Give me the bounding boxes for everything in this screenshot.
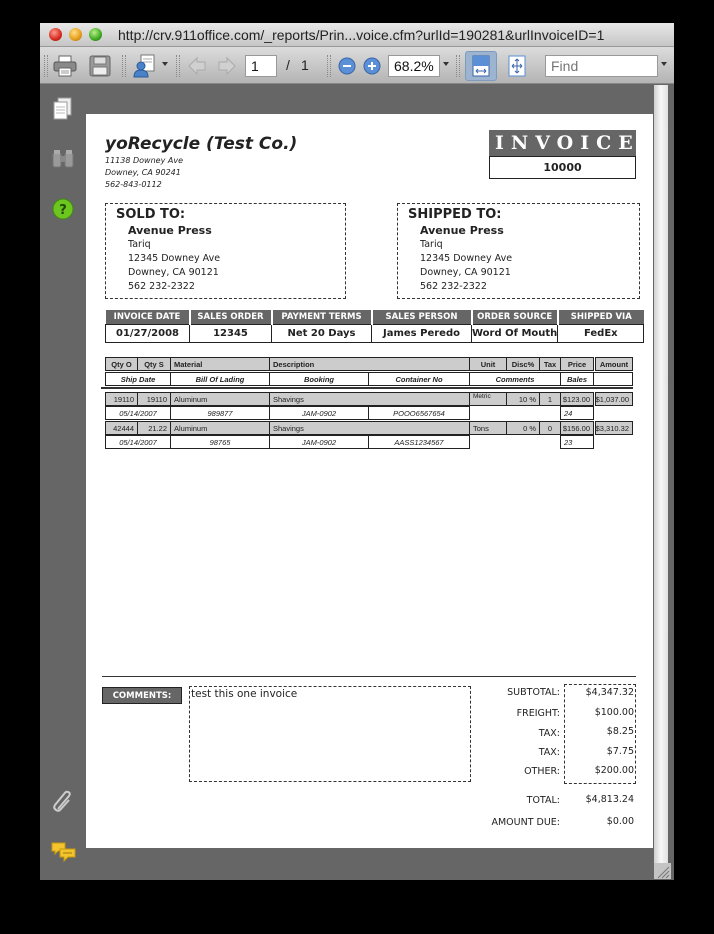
zoom-window-button[interactable] <box>89 28 102 41</box>
item-booking: JAM-0902 <box>269 406 369 420</box>
freight-value: $100.00 <box>594 707 634 718</box>
col-header-disc: Disc% <box>506 357 540 371</box>
fit-page-icon <box>508 55 526 77</box>
info-header: INVOICE DATE <box>106 310 190 324</box>
freight-label: FREIGHT: <box>516 708 560 719</box>
col-header-description: Description <box>269 357 470 371</box>
info-header: ORDER SOURCE <box>472 310 558 324</box>
info-header: SHIPPED VIA <box>558 310 644 324</box>
total-value: $4,813.24 <box>585 794 634 805</box>
line-item-detail-row <box>105 435 635 449</box>
arrow-left-icon <box>187 56 207 76</box>
item-tax: 0 <box>539 421 561 435</box>
item-comments <box>469 406 561 420</box>
item-amount: $1,037.00 <box>595 392 633 406</box>
col-header-booking: Booking <box>269 372 369 386</box>
item-description: Shavings <box>269 392 470 406</box>
page-separator: / <box>286 57 290 73</box>
invoice-title: INVOICE <box>489 130 636 156</box>
zoom-in-icon <box>363 57 381 75</box>
item-booking: JAM-0902 <box>269 435 369 449</box>
find-input[interactable] <box>545 55 658 77</box>
info-header: SALES ORDER <box>190 310 272 324</box>
info-header: SALES PERSON <box>372 310 472 324</box>
footer-divider <box>102 676 636 677</box>
item-price: $156.00 <box>560 421 594 435</box>
binoculars-icon[interactable] <box>51 147 75 171</box>
payment-terms: Net 20 Days <box>272 324 372 342</box>
col-header-amount: Amount <box>595 357 633 371</box>
other-label: OTHER: <box>524 766 560 777</box>
item-ship-date: 05/14/2007 <box>105 435 171 449</box>
col-header-qty-s: Qty S <box>137 357 171 371</box>
zoom-level-input[interactable] <box>388 55 440 77</box>
col-header-tax: Tax <box>539 357 561 371</box>
window-resize-handle[interactable] <box>654 863 671 879</box>
col-header-price: Price <box>560 357 594 371</box>
company-phone: 562-843-0112 <box>105 180 162 189</box>
toolbar-separator <box>456 55 460 77</box>
invoice-date: 01/27/2008 <box>106 324 190 342</box>
col-header-empty <box>593 372 633 386</box>
help-icon[interactable] <box>51 197 75 221</box>
tax2-label: TAX: <box>538 747 560 758</box>
item-material: Aluminum <box>170 421 270 435</box>
company-name: yoRecycle (Test Co.) <box>105 134 298 154</box>
tax1-value: $8.25 <box>606 726 634 737</box>
item-bales: 23 <box>560 435 594 449</box>
comments-label: COMMENTS: <box>102 687 182 704</box>
tax2-value: $7.75 <box>606 746 634 757</box>
item-qty-s: 19110 <box>137 392 171 406</box>
fit-width-icon <box>472 55 490 77</box>
item-description: Shavings <box>269 421 470 435</box>
amount-due-label: AMOUNT DUE: <box>491 817 560 828</box>
item-disc: 0 % <box>506 421 540 435</box>
col-header-comments: Comments <box>469 372 561 386</box>
sold-to-name: Avenue Press <box>128 224 212 237</box>
col-header-bales: Bales <box>560 372 594 386</box>
item-disc: 10 % <box>506 392 540 406</box>
toolbar-separator <box>122 55 126 77</box>
find-dropdown-caret[interactable] <box>661 62 667 66</box>
zoom-in-button[interactable] <box>359 53 385 79</box>
previous-page-button[interactable] <box>184 53 210 79</box>
header-separator <box>101 387 633 389</box>
company-address-line1: 11138 Downey Ave <box>105 156 183 165</box>
sold-to-heading: SOLD TO: <box>116 207 186 222</box>
pdf-sidebar <box>40 85 86 880</box>
item-qty-o: 42444 <box>105 421 138 435</box>
invoice-info-table <box>105 310 644 343</box>
shipped-via: FedEx <box>558 324 644 342</box>
shipped-to-name: Avenue Press <box>420 224 504 237</box>
invoice-number: 10000 <box>489 156 636 179</box>
save-disk-icon <box>89 55 111 77</box>
item-container-no: POOO6567654 <box>368 406 470 420</box>
item-amount: $3,310.32 <box>595 421 633 435</box>
item-bill-of-lading: 989877 <box>170 406 270 420</box>
col-header-ship-date: Ship Date <box>105 372 171 386</box>
fit-width-button[interactable] <box>465 51 497 81</box>
item-qty-s: 21.22 <box>137 421 171 435</box>
shipped-to-city: Downey, CA 90121 <box>420 267 511 278</box>
order-source: Word Of Mouth <box>472 324 558 342</box>
item-bales: 24 <box>560 406 594 420</box>
sales-person: James Peredo <box>372 324 472 342</box>
invoice-number-box <box>489 130 640 179</box>
shipped-to-box <box>397 203 640 299</box>
zoom-out-button[interactable] <box>334 53 360 79</box>
sold-to-phone: 562 232-2322 <box>128 281 195 292</box>
item-material: Aluminum <box>170 392 270 406</box>
item-container-no: AASS1234567 <box>368 435 470 449</box>
zoom-dropdown-caret[interactable] <box>443 62 449 66</box>
close-window-button[interactable] <box>49 28 62 41</box>
shipped-to-street: 12345 Downey Ave <box>420 253 513 264</box>
title-bar <box>40 23 674 47</box>
save-button[interactable] <box>87 53 113 79</box>
sold-to-box <box>105 203 346 299</box>
col-header-material: Material <box>170 357 270 371</box>
item-comments <box>469 435 561 449</box>
item-bill-of-lading: 98765 <box>170 435 270 449</box>
toolbar-grip <box>44 55 48 77</box>
item-qty-o: 19110 <box>105 392 138 406</box>
next-page-button[interactable] <box>214 53 240 79</box>
info-value-row <box>106 324 644 342</box>
item-ship-date: 05/14/2007 <box>105 406 171 420</box>
shipped-to-contact: Tariq <box>420 239 443 250</box>
info-header: PAYMENT TERMS <box>272 310 372 324</box>
toolbar-separator <box>327 55 331 77</box>
col-header-unit: Unit <box>469 357 507 371</box>
arrow-right-icon <box>217 56 237 76</box>
amount-due-value: $0.00 <box>606 816 634 827</box>
share-dropdown-caret[interactable] <box>162 62 168 66</box>
zoom-out-icon <box>338 57 356 75</box>
share-document-button[interactable] <box>132 53 158 79</box>
item-unit: Metric <box>469 392 507 406</box>
fit-page-button[interactable] <box>504 53 530 79</box>
line-item-detail-row <box>105 406 635 420</box>
minimize-window-button[interactable] <box>69 28 82 41</box>
pdf-toolbar <box>40 47 674 84</box>
comments-icon[interactable] <box>51 840 75 864</box>
company-address-line2: Downey, CA 90241 <box>105 168 181 177</box>
svg-text:?: ? <box>59 203 67 218</box>
subtotal-label: SUBTOTAL: <box>507 687 560 698</box>
page-number-input[interactable] <box>245 55 277 77</box>
window-title-url: http://crv.911office.com/_reports/Prin...voice.cfm?urlId=190281&urlInvoiceID=1 <box>118 27 605 43</box>
sold-to-city: Downey, CA 90121 <box>128 267 219 278</box>
line-item-row <box>105 392 635 406</box>
col-header-qty-o: Qty O <box>105 357 138 371</box>
line-items-subheader-row <box>105 372 635 386</box>
pages-icon[interactable] <box>51 97 75 121</box>
page-total: 1 <box>301 57 309 73</box>
line-items-header-row <box>105 357 635 371</box>
col-header-container-no: Container No <box>368 372 470 386</box>
col-header-bill-of-lading: Bill Of Lading <box>170 372 270 386</box>
other-value: $200.00 <box>594 765 634 776</box>
shipped-to-heading: SHIPPED TO: <box>408 207 502 222</box>
sales-order: 12345 <box>190 324 272 342</box>
total-label: TOTAL: <box>526 795 560 806</box>
print-button[interactable] <box>52 53 78 79</box>
vertical-scrollbar[interactable] <box>654 85 668 865</box>
line-item-row <box>105 421 635 435</box>
subtotal-value: $4,347.32 <box>585 687 634 698</box>
info-header-row <box>106 310 644 324</box>
print-icon <box>53 55 77 77</box>
shipped-to-phone: 562 232-2322 <box>420 281 487 292</box>
item-price: $123.00 <box>560 392 594 406</box>
tax1-label: TAX: <box>538 728 560 739</box>
toolbar-separator <box>176 55 180 77</box>
sold-to-street: 12345 Downey Ave <box>128 253 221 264</box>
invoice-document <box>86 114 653 848</box>
sold-to-contact: Tariq <box>128 239 151 250</box>
document-user-icon <box>133 54 157 78</box>
comments-text: test this one invoice <box>189 686 471 782</box>
item-tax: 1 <box>539 392 561 406</box>
item-unit: Tons <box>469 421 507 435</box>
attachment-icon[interactable] <box>51 790 75 814</box>
